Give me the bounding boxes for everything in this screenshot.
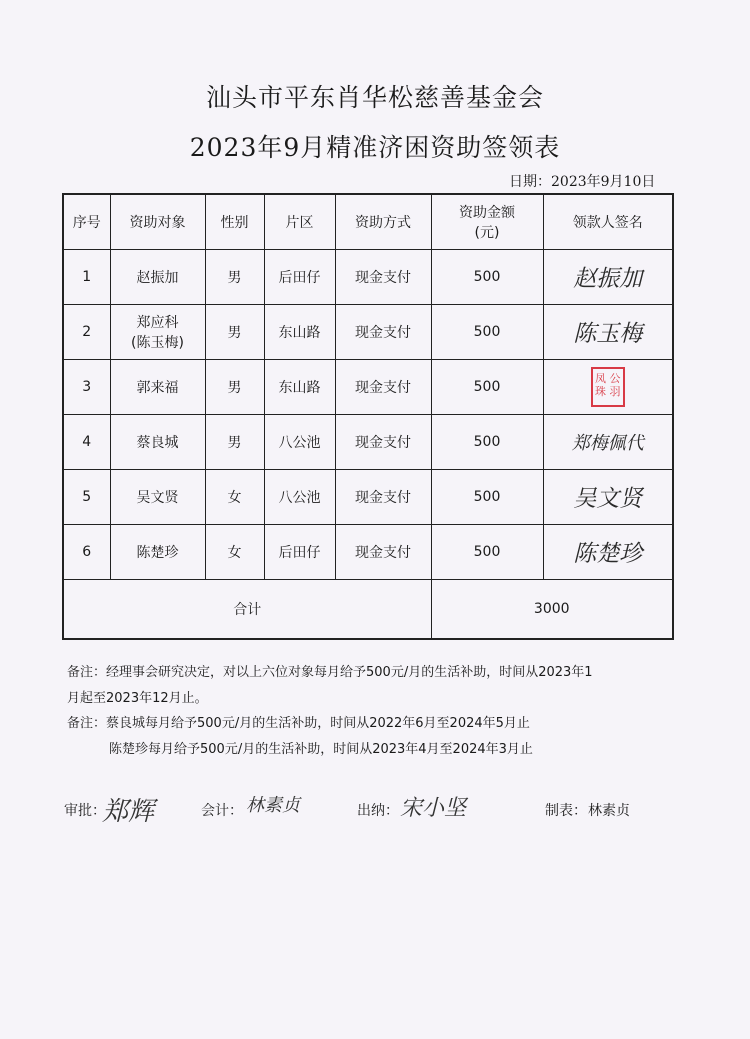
row-no: 5 [63,469,110,524]
remark-2-line-1: 备注：蔡良城每月给予500元/月的生活补助，时间从2022年6月至2024年5月止 [67,716,530,731]
row-area: 东山路 [264,359,335,414]
cashier-signature: 宋小坚 [400,796,467,821]
row-amount: 500 [431,249,543,304]
row-recipient: 郭来福 [110,359,205,414]
cashier-label: 出纳： [357,803,399,819]
remark-block-1 [67,660,593,712]
row-method: 现金支付 [335,359,431,414]
document-date: 日期：2023年9月10日 [509,174,656,190]
row-recipient [110,304,205,359]
header-signature: 领款人签名 [543,194,673,249]
total-amount: 3000 [431,579,673,639]
page-title: 汕头市平东肖华松慈善基金会 [205,83,544,112]
table-row [63,524,673,579]
row-signature: 陈玉梅 [543,304,673,359]
row-amount: 500 [431,469,543,524]
page-subtitle: 2023年9月精准济困资助签领表 [189,133,561,162]
row-area: 后田仔 [264,249,335,304]
header-recipient: 资助对象 [110,194,205,249]
row-gender: 男 [205,249,264,304]
header-area: 片区 [264,194,335,249]
row-signature: 郑梅佩代 [543,414,673,469]
table-row [63,249,673,304]
recipient-name: 郑应科 [136,314,179,331]
row-amount: 500 [431,414,543,469]
row-recipient: 陈楚珍 [110,524,205,579]
row-no: 1 [63,249,110,304]
row-method: 现金支付 [335,249,431,304]
row-signature: 吴文贤 [543,469,673,524]
accountant-signature: 林素贞 [246,795,300,816]
row-gender: 男 [205,359,264,414]
header-gender: 性别 [205,194,264,249]
row-method: 现金支付 [335,414,431,469]
table-row [63,304,673,359]
row-method: 现金支付 [335,304,431,359]
header-method: 资助方式 [335,194,431,249]
row-amount: 500 [431,359,543,414]
row-recipient: 赵振加 [110,249,205,304]
total-row [63,579,673,639]
total-label: 合计 [63,579,431,639]
table-row [63,469,673,524]
row-method: 现金支付 [335,469,431,524]
header-amount [431,194,543,249]
row-area: 八公池 [264,469,335,524]
grant-table [62,193,674,640]
row-no: 3 [63,359,110,414]
accountant-label: 会计： [201,803,243,819]
row-gender: 男 [205,304,264,359]
remark-1-line-1: 备注：经理事会研究决定，对以上六位对象每月给予500元/月的生活补助，时间从2023年1 [67,665,593,680]
signature-stamp: 凤 公 珠 羽 [591,367,625,407]
maker-name: 林素贞 [588,803,630,819]
row-area: 后田仔 [264,524,335,579]
table-header-row [63,194,673,249]
row-no: 6 [63,524,110,579]
row-no: 4 [63,414,110,469]
recipient-alias: (陈玉梅) [131,334,184,351]
row-gender: 女 [205,469,264,524]
remark-block-2 [67,711,533,763]
row-gender: 男 [205,414,264,469]
approve-signature: 郑辉 [102,797,155,827]
row-recipient: 蔡良城 [110,414,205,469]
row-area: 东山路 [264,304,335,359]
row-area: 八公池 [264,414,335,469]
table-row [63,414,673,469]
row-amount: 500 [431,304,543,359]
maker-label: 制表： [545,803,587,819]
header-amount-unit: (元) [474,224,500,241]
row-signature: 赵振加 [543,249,673,304]
row-recipient: 吴文贤 [110,469,205,524]
approval-footer [64,795,684,835]
row-signature: 陈楚珍 [543,524,673,579]
remark-2-line-2: 陈楚珍每月给予500元/月的生活补助，时间从2023年4月至2024年3月止 [109,742,533,757]
header-no: 序号 [63,194,110,249]
row-method: 现金支付 [335,524,431,579]
row-amount: 500 [431,524,543,579]
row-no: 2 [63,304,110,359]
approve-label: 审批： [64,803,106,819]
row-signature [543,359,673,414]
table-row [63,359,673,414]
header-amount-label: 资助金额 [459,204,515,221]
remark-1-line-2: 月起至2023年12月止。 [67,691,208,706]
row-gender: 女 [205,524,264,579]
